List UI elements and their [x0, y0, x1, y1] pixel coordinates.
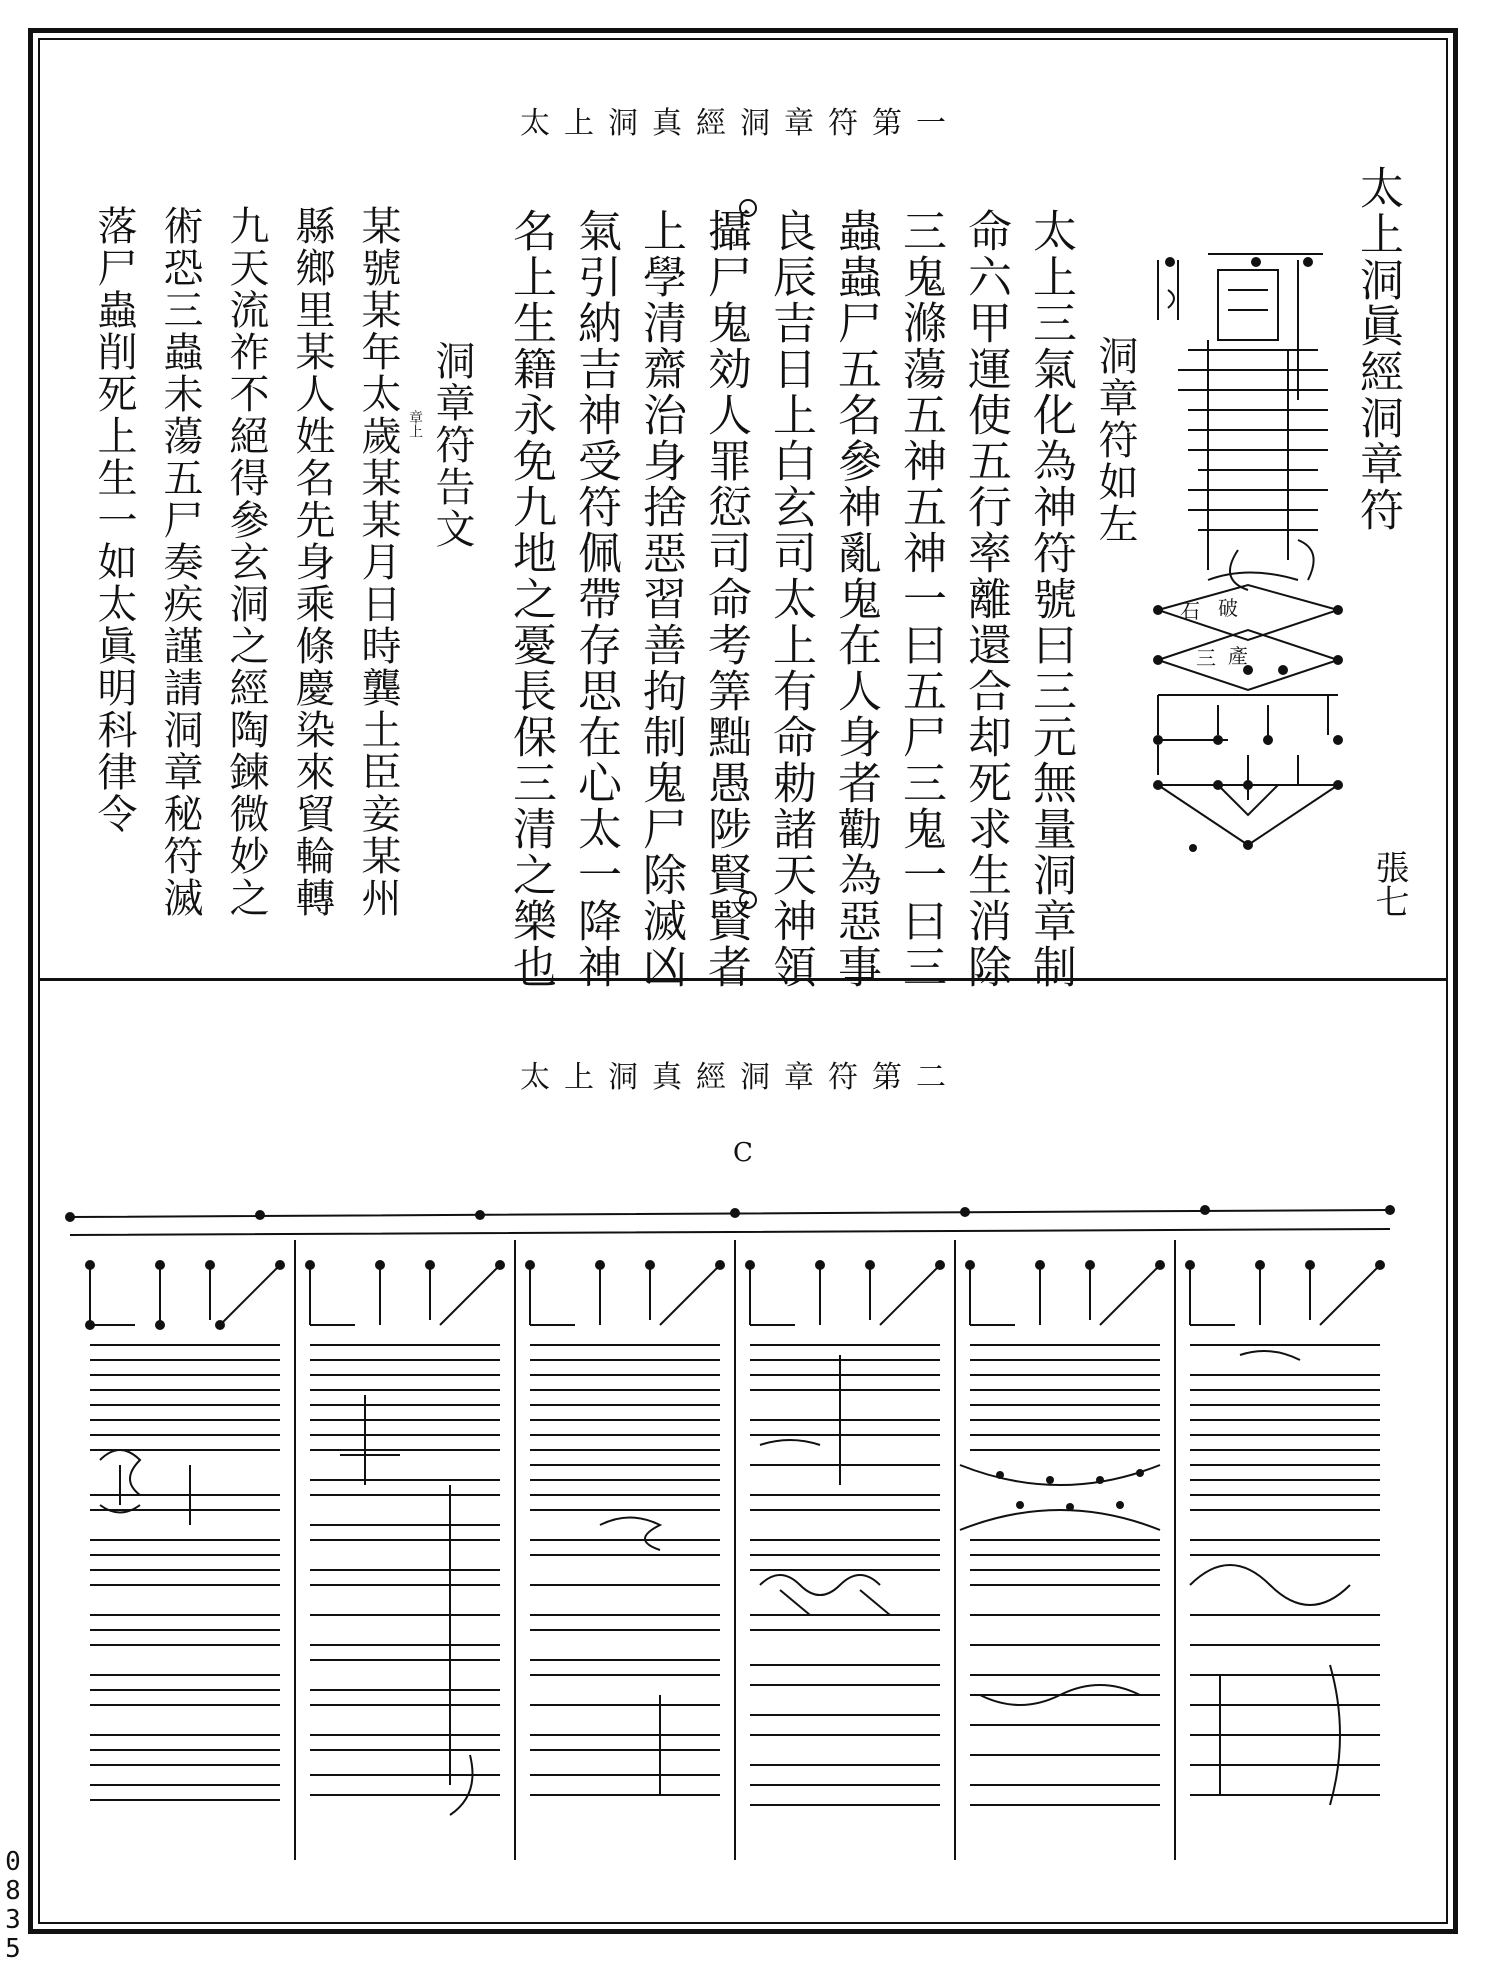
margin-digit: 3: [5, 1905, 21, 1935]
talisman-caption: 洞章符如左: [1092, 335, 1138, 545]
talisman-char-po: 破: [1218, 596, 1238, 620]
margin-digit: 5: [5, 1934, 21, 1964]
talisman-one: [1148, 200, 1348, 880]
prayer-line-5: 落尸蟲削死上生一如太眞明科律令: [91, 205, 137, 835]
body-line-5: 良辰吉日上白玄司太上有命勅諸天神領: [765, 208, 816, 990]
circle-mark-2: [738, 890, 758, 910]
upper-header: 太上洞真經洞章符第一: [520, 106, 960, 141]
body-line-3: 三鬼滌蕩五神五神一曰五尸三鬼一曰三: [895, 208, 946, 990]
lower-header: 太上洞真經洞章符第二: [520, 1060, 960, 1095]
lower-mark: C: [733, 1138, 753, 1168]
body-line-1: 太上三氣化為神符號曰三元無量洞章制: [1025, 208, 1076, 990]
talisman-char-chan: 產: [1228, 644, 1248, 668]
margin-digit: 0: [5, 1847, 21, 1877]
body-line-6: 攝尸鬼効人罪愆司命考筭黜愚陟賢賢者: [700, 208, 751, 990]
prayer-line-2: 縣鄉里某人姓名先身乘條慶染來貿輪轉: [289, 205, 335, 919]
prayer-note: 章上: [407, 410, 423, 438]
upper-title: 太上洞眞經洞章符: [1352, 165, 1403, 533]
prayer-line-4: 術恐三蟲未蕩五尸奏疾謹請洞章秘符滅: [157, 205, 203, 919]
page-label: 張七: [1369, 850, 1409, 918]
talisman-char-san: 三: [1196, 646, 1216, 670]
talisman-two: [60, 1195, 1435, 1845]
body-line-7: 上學清齋治身捨惡習善拘制鬼尸除滅凶: [635, 208, 686, 990]
body-line-2: 命六甲運使五行率離還合却死求生消除: [960, 208, 1011, 990]
prayer-line-1: 某號某年太歲某某月日時龔土臣妾某州: [355, 205, 401, 919]
body-line-4: 蟲蟲尸五名參神亂鬼在人身者勸為惡事: [830, 208, 881, 990]
body-line-9: 名上生籍永免九地之憂長保三清之樂也: [505, 208, 556, 990]
prayer-title: 洞章符告文: [429, 340, 475, 550]
margin-number: [2, 1848, 24, 1964]
circle-mark-1: [738, 198, 758, 218]
body-line-8: 氣引納吉神受符佩帶存思在心太一降神: [570, 208, 621, 990]
prayer-line-3: 九天流祚不絕得參玄洞之經陶鍊微妙之: [223, 205, 269, 919]
margin-digit: 8: [5, 1876, 21, 1906]
talisman-char-shi: 石: [1180, 599, 1200, 623]
